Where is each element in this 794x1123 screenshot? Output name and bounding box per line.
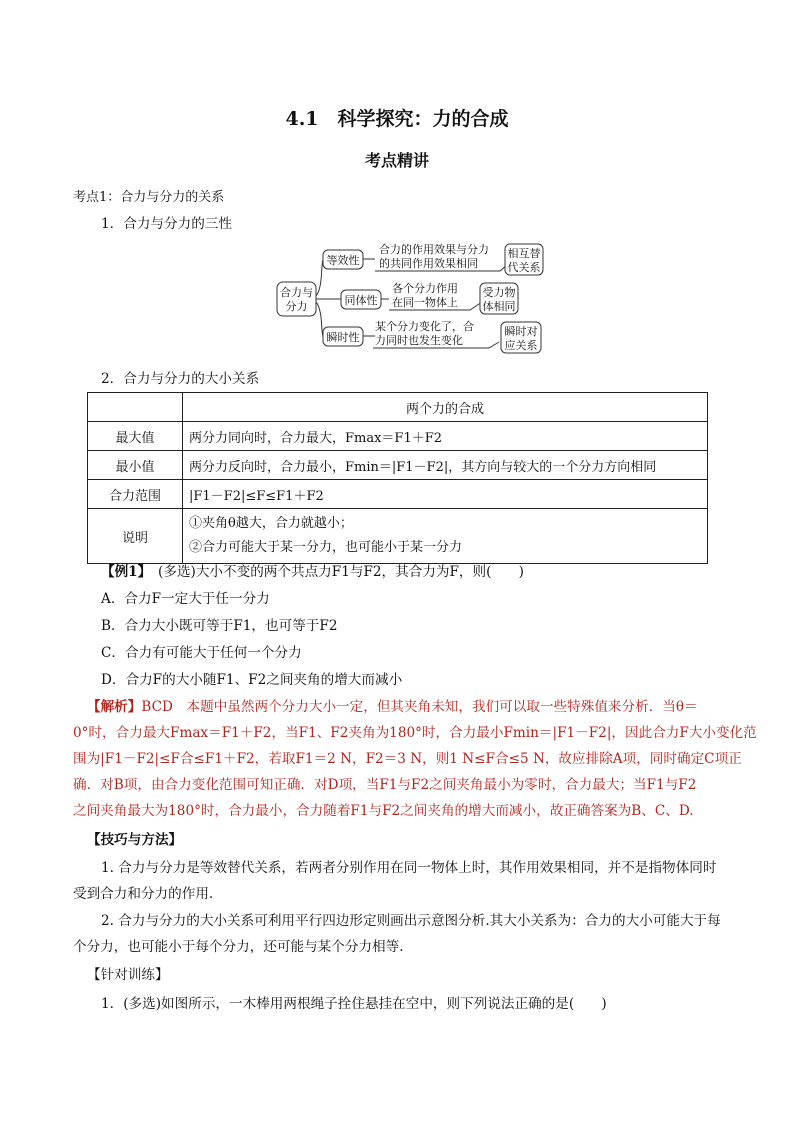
item-2-title: 2．合力与分力的大小关系 [101, 371, 260, 387]
page-subtitle: 考点精讲 [364, 151, 429, 170]
option-c: C．合力有可能大于任何一个分力 [101, 645, 302, 661]
analysis-line-4: 确．对B项，由合力变化范围可知正确．对D项，当F1与F2之间夹角最小为零时，合力最大；当F1与F2 [73, 777, 697, 793]
diagram-key-3: 瞬时性 [326, 331, 360, 344]
row-value-line: ①夹角θ越大，合力就越小； [189, 516, 353, 531]
training-heading: 【针对训练】 [87, 967, 169, 983]
diagram-branch-3 [316, 302, 323, 336]
training-question-1: 1．(多选)如图所示，一木棒用两根绳子拴住悬挂在空中，则下列说法正确的是( ) [101, 996, 607, 1012]
table-header: 两个力的合成 [183, 393, 708, 422]
diagram-desc-2a: 各个分力作用 [392, 282, 458, 295]
table-row [88, 451, 708, 480]
diagram-desc-3b: 力同时也发生变化 [375, 334, 463, 347]
example-question [101, 560, 524, 580]
diagram-tag-2b: 体相同 [482, 300, 516, 313]
diagram-tag-2a: 受力物 [482, 286, 516, 299]
option-b: B．合力大小既可等于F1，也可等于F2 [101, 618, 338, 634]
tips-paragraph-2: 2. 合力与分力的大小关系可利用平行四边形定则画出示意图分析.其大小关系为：合力的大小可能大于每个分力，也可能小于每个分力，还可能与某个分力相等. [73, 913, 721, 955]
row-value: |F1－F2|≤F≤F1＋F2 [183, 480, 708, 509]
row-value: 两分力反向时，合力最小，Fmin＝|F1－F2|，其方向与较大的一个分力方向相同 [183, 451, 708, 480]
row-label: 合力范围 [88, 480, 183, 509]
analysis-line-3: 围为|F1－F2|≤F合≤F1＋F2，若取F1＝2 N，F2＝3 N，则1 N≤F合≤5 N，故应排除A项，同时确定C项正 [73, 751, 742, 767]
example-text: (多选)大小不变的两个共点力F1与F2，其合力为F，则( ) [144, 564, 524, 580]
tips-heading: 【技巧与方法】 [87, 832, 183, 848]
row-value: 两分力同向时，合力最大，Fmax＝F1＋F2 [183, 422, 708, 451]
diagram-desc-1b: 的共同作用效果相同 [379, 257, 478, 270]
table-header-row [88, 393, 708, 422]
diagram-tag-1b: 代关系 [507, 261, 541, 274]
analysis-line-1: 【解析】BCD 本题中虽然两个分力大小一定，但其夹角未知，我们可以取一些特殊值来分析．当θ＝ [87, 699, 698, 715]
diagram-center-line2: 分力 [285, 300, 308, 313]
diagram-desc-1a: 合力的作用效果与分力 [379, 243, 489, 256]
table-row [88, 509, 708, 564]
table-row [88, 480, 708, 509]
diagram-desc-3a: 某个分力变化了，合 [375, 320, 474, 333]
relation-table [87, 392, 708, 564]
diagram-tag-1a: 相互替 [507, 247, 541, 260]
table-row [88, 422, 708, 451]
item-1-title: 1．合力与分力的三性 [101, 216, 232, 232]
diagram-key-2: 同体性 [344, 294, 378, 307]
diagram-tag-3b: 应关系 [504, 339, 538, 352]
diagram-desc-2b: 在同一物体上 [392, 296, 458, 309]
option-a: A．合力F一定大于任一分力 [101, 591, 270, 607]
concept-diagram [275, 238, 547, 354]
diagram-key-1: 等效性 [326, 254, 360, 267]
analysis-tag: 【解析】 [87, 699, 142, 715]
example-tag: 【例1】 [101, 564, 145, 580]
option-d: D．合力F的大小随F1、F2之间夹角的增大而减小 [101, 672, 403, 688]
row-label: 最大值 [88, 422, 183, 451]
tips-paragraph-1: 1. 合力与分力是等效替代关系，若两者分别作用在同一物体上时，其作用效果相同，并不是指物体同时受到合力和分力的作用. [73, 860, 717, 902]
analysis-line-2: 0°时，合力最大Fmax＝F1＋F2，当F1、F2夹角为180°时，合力最小Fmin＝|F1－F2|，因此合力F大小变化范 [73, 725, 757, 741]
diagram-tag-3a: 瞬时对 [504, 325, 538, 338]
section-heading: 考点1：合力与分力的关系 [73, 190, 225, 205]
diagram-branch-1 [316, 260, 323, 296]
analysis-line-5: 之间夹角最大为180°时，合力最小，合力随着F1与F2之间夹角的增大而减小，故正确答案为B、C、D. [73, 803, 694, 819]
page-title: 4.1 科学探究：力的合成 [285, 108, 509, 130]
row-label: 说明 [88, 509, 183, 564]
row-value-line: ②合力可能大于某一分力，也可能小于某一分力 [189, 540, 463, 555]
row-label: 最小值 [88, 451, 183, 480]
diagram-center-line1: 合力与 [280, 286, 313, 299]
